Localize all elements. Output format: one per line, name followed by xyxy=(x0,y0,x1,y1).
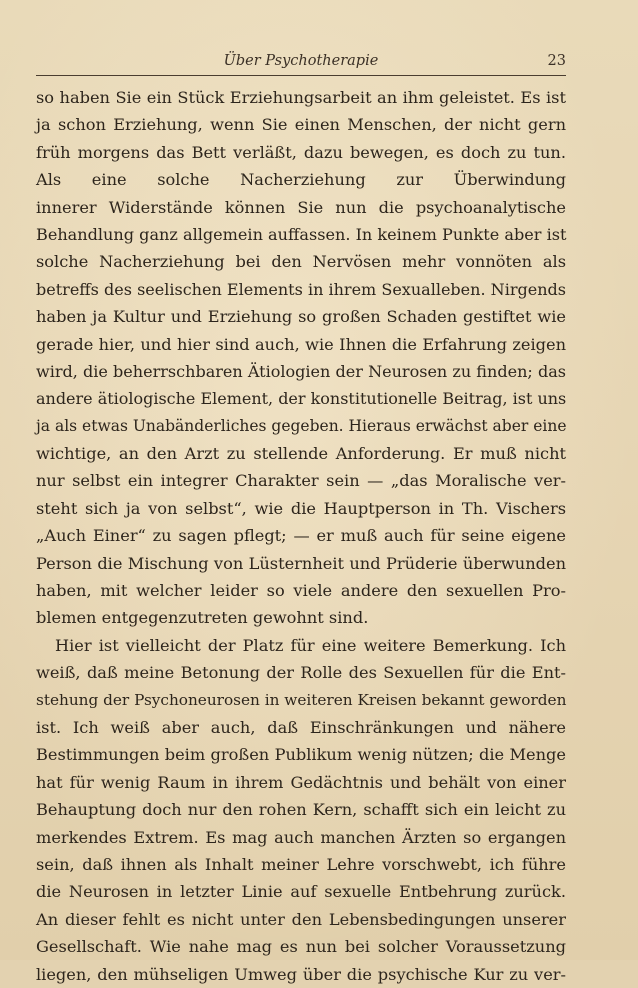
text-line: An dieser fehlt es nicht unter den Lebensbedingungen unserer xyxy=(36,909,566,929)
text-line: hat für wenig Raum in ihrem Gedächtnis und behält von einer xyxy=(36,772,566,792)
text-line: merkendes Extrem. Es mag auch manchen Ärzten so ergangen xyxy=(36,827,566,847)
text-line: ja schon Erziehung, wenn Sie einen Menschen, der nicht gern xyxy=(36,115,566,135)
text-line: Bestimmungen beim großen Publikum wenig nützen; die Menge xyxy=(36,745,566,765)
text-line: Behauptung doch nur den rohen Kern, schafft sich ein leicht zu xyxy=(36,800,566,820)
header-rule xyxy=(36,75,566,76)
text-line: andere ätiologische Element, der konstitutionelle Beitrag, ist uns xyxy=(36,389,567,409)
text-line: Gesellschaft. Wie nahe mag es nun bei solcher Voraussetzung xyxy=(36,937,566,957)
text-line: gerade hier, und hier sind auch, wie Ihnen die Erfahrung zeigen xyxy=(36,334,566,354)
text-line: Person die Mischung von Lüsternheit und Prüderie überwunden xyxy=(36,553,566,573)
text-line: steht sich ja von selbst“, wie die Hauptperson in Th. Vischers xyxy=(36,498,566,518)
text-line: betreffs des seelischen Elements in ihrem Sexualleben. Nirgends xyxy=(36,279,566,299)
text-line: Hier ist vielleicht der Platz für eine weitere Bemerkung. Ich xyxy=(55,635,566,655)
text-line: ist. Ich weiß aber auch, daß Einschränkungen und nähere xyxy=(36,717,566,737)
text-line: „Auch Einer“ zu sagen pflegt; — er muß auch für seine eigene xyxy=(36,526,566,546)
text-line: innerer Widerstände können Sie nun die psychoanalytische xyxy=(36,197,566,217)
text-line: so haben Sie ein Stück Erziehungsarbeit an ihm geleistet. Es ist xyxy=(36,88,566,107)
text-line: sein, daß ihnen als Inhalt meiner Lehre vorschwebt, ich führe xyxy=(36,854,566,874)
text-line: Behandlung ganz allgemein auffassen. In keinem Punkte aber ist xyxy=(36,224,567,244)
text-line: Als eine solche Nacherziehung zur Überwindung xyxy=(36,170,566,190)
text-line: weiß, daß meine Betonung der Rolle des Sexuellen für die Ent- xyxy=(36,663,566,683)
text-line: wichtige, an den Arzt zu stellende Anforderung. Er muß nicht xyxy=(36,444,566,464)
text-line: blemen entgegenzutreten gewohnt sind. xyxy=(36,608,369,628)
text-line: haben ja Kultur und Erziehung so großen Schaden gestiftet wie xyxy=(36,307,566,327)
body-text xyxy=(36,84,566,988)
text-line: liegen, den mühseligen Umweg über die psychische Kur zu ver- xyxy=(36,964,566,984)
page-header xyxy=(36,51,566,75)
running-title: Über Psychotherapie xyxy=(223,53,379,69)
text-line: ja als etwas Unabänderliches gegeben. Hieraus erwächst aber eine xyxy=(36,416,567,435)
text-line: früh morgens das Bett verläßt, dazu bewegen, es doch zu tun. xyxy=(36,142,566,162)
text-line: haben, mit welcher leider so viele andere den sexuellen Pro- xyxy=(36,581,566,601)
text-line: die Neurosen in letzter Linie auf sexuelle Entbehrung zurück. xyxy=(36,882,566,902)
page-number: 23 xyxy=(547,53,566,69)
text-line: nur selbst ein integrer Charakter sein — „das Moralische ver- xyxy=(36,471,566,491)
text-line: wird, die beherrschbaren Ätiologien der Neurosen zu finden; das xyxy=(36,361,566,381)
text-line: stehung der Psychoneurosen in weiteren Kreisen bekannt geworden xyxy=(36,690,567,709)
text-line: solche Nacherziehung bei den Nervösen mehr vonnöten als xyxy=(36,252,566,272)
